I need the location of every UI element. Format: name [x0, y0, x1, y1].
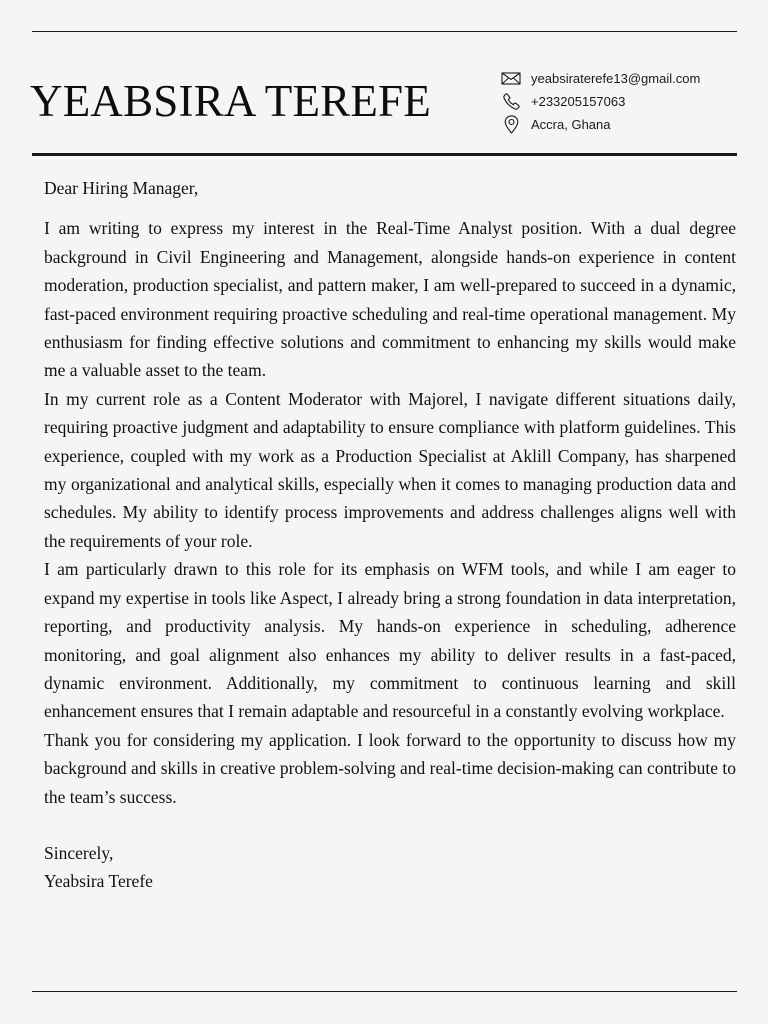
letter-body	[44, 174, 736, 896]
contact-location-row	[500, 113, 740, 136]
phone-icon	[500, 93, 522, 111]
paragraph-wfm-tools: I am particularly drawn to this role for its emphasis on WFM tools, and while I am eager to expand my expertise in tools like Aspect, I already bring a strong foundation in data interpretation, reporting, and productivity analysis. My hands-on experience in scheduling, adherence monitoring, and goal alignment also enhances my ability to deliver results in a fast-paced, dynamic environment. Additionally, my commitment to continuous learning and skill enhancement ensures that I remain adaptable and resourceful in a constantly evolving workplace.	[44, 559, 736, 722]
map-pin-icon	[500, 116, 522, 134]
signoff-spacer	[44, 811, 736, 839]
contact-email[interactable]: yeabsiraterefe13@gmail.com	[531, 71, 701, 86]
contact-block	[500, 67, 740, 136]
paragraph-current-role: In my current role as a Content Moderator with Majorel, I navigate different situations daily, requiring proactive judgment and adaptability to ensure compliance with platform guidelines. This experience, coupled with my work as a Production Specialist at Aklill Company, has sharpened my organizational and analytical skills, especially when it comes to managing production data and schedules. My ability to identify process improvements and address challenges aligns well with the requirements of your role.	[44, 388, 736, 551]
paragraph-closing: Thank you for considering my application. I look forward to the opportunity to discuss how my background and skills in creative problem-solving and real-time decision-making can contribute to the team’s success.	[44, 729, 736, 807]
bottom-divider	[32, 991, 737, 992]
contact-phone-row	[500, 90, 740, 113]
contact-phone[interactable]: +233205157063	[531, 94, 626, 109]
header-divider	[32, 153, 737, 156]
contact-location: Accra, Ghana	[531, 117, 611, 132]
applicant-name: YEABSIRA TEREFE	[30, 76, 431, 126]
closing-word: Sincerely,	[44, 842, 114, 863]
contact-email-row	[500, 67, 740, 90]
top-divider	[32, 31, 737, 32]
signoff	[44, 839, 736, 896]
salutation: Dear Hiring Manager,	[44, 178, 199, 198]
signature: Yeabsira Terefe	[44, 871, 153, 892]
envelope-icon	[500, 70, 522, 88]
paragraph-intro: I am writing to express my interest in the Real-Time Analyst position. With a dual degree background in Civil Engineering and Management, alongside hands-on experience in content moderation, production specialist, and pattern maker, I am well-prepared to succeed in a dynamic, fast-paced environment requiring proactive scheduling and real-time operational management. My enthusiasm for finding effective solutions and commitment to enhancing my skills would make me a valuable asset to the team.	[44, 218, 736, 381]
